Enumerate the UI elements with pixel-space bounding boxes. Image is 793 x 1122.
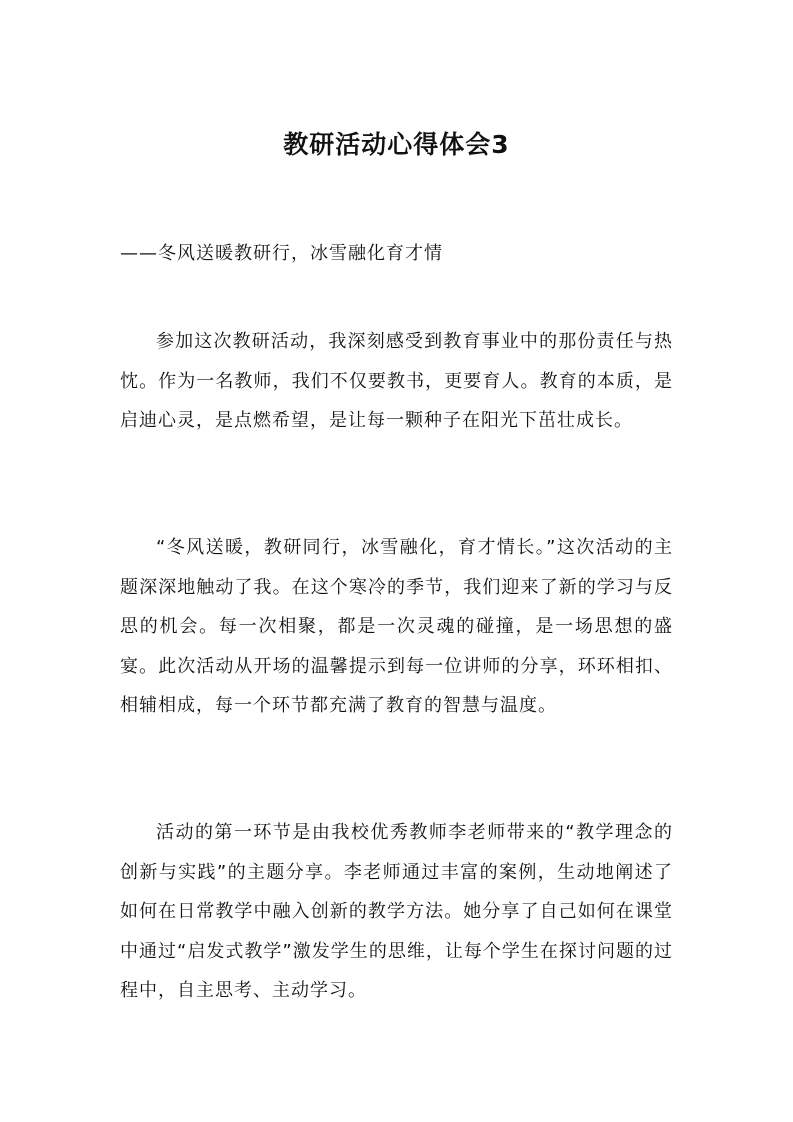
document-title: 教研活动心得体会3 [283, 130, 510, 159]
paragraph-3: 活动的第一环节是由我校优秀教师李老师带来的“教学理念的创新与实践”的主题分享。李老师通过丰富的案例，生动地阐述了如何在日常教学中融入创新的教学方法。她分享了自己如何在课堂中通过“启发式教学”激发学生的思维，让每个学生在探讨问题的过程中，自主思考、主动学习。 [120, 822, 673, 1001]
document-subtitle: ——冬风送暖教研行，冰雪融化育才情 [120, 243, 443, 264]
paragraph-1: 参加这次教研活动，我深刻感受到教育事业中的那份责任与热忱。作为一名教师，我们不仅要教书，更要育人。教育的本质，是启迪心灵，是点燃希望，是让每一颗种子在阳光下茁壮成长。 [120, 331, 673, 431]
paragraph-2: “冬风送暖，教研同行，冰雪融化，育才情长。”这次活动的主题深深地触动了我。在这个寒冷的季节，我们迎来了新的学习与反思的机会。每一次相聚，都是一次灵魂的碰撞，是一场思想的盛宴。此次活动从开场的温馨提示到每一位讲师的分享，环环相扣、相辅相成，每一个环节都充满了教育的智慧与温度。 [120, 537, 673, 716]
